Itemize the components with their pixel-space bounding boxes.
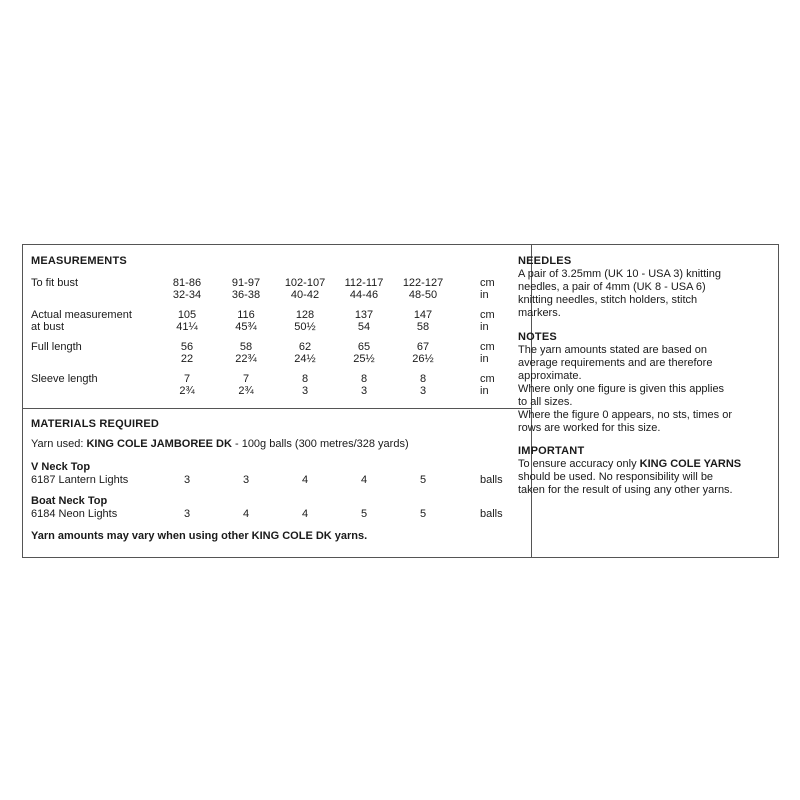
ball-count: 5 <box>360 508 368 520</box>
size-value: 56 <box>180 341 194 353</box>
notes-line: rows are worked for this size. <box>518 422 661 434</box>
needles-line: markers. <box>518 307 561 319</box>
size-value: 25½ <box>353 353 375 365</box>
size-value: 3 <box>419 385 427 397</box>
notes-line: Where the figure 0 appears, no sts, times or <box>518 409 732 421</box>
size-value: 112-117 <box>344 277 384 289</box>
unit-label: cm <box>480 373 495 385</box>
needles-line: needles, a pair of 4mm (UK 8 - USA 6) <box>518 281 706 293</box>
section-divider <box>23 408 531 409</box>
row-label: at bust <box>31 321 65 333</box>
shade-label: 6184 Neon Lights <box>31 508 118 520</box>
size-value: 62 <box>298 341 312 353</box>
notes-title: NOTES <box>518 331 557 343</box>
size-value: 7 <box>242 373 250 385</box>
notes-line: The yarn amounts stated are based on <box>518 344 707 356</box>
important-line <box>518 458 750 471</box>
size-value: 81-86 <box>172 277 202 289</box>
size-value: 40-42 <box>290 289 320 301</box>
ball-count: 3 <box>242 474 250 486</box>
yarn-used-suffix: - 100g balls (300 metres/328 yards) <box>231 438 409 450</box>
size-value: 7 <box>183 373 191 385</box>
unit-label: cm <box>480 277 495 289</box>
size-value: 8 <box>419 373 427 385</box>
size-value: 26½ <box>412 353 434 365</box>
measurements-title: MEASUREMENTS <box>31 255 127 267</box>
garment-heading: V Neck Top <box>31 461 91 473</box>
size-value: 36-38 <box>231 289 261 301</box>
size-value: 24½ <box>294 353 316 365</box>
size-value: 44-46 <box>349 289 379 301</box>
size-value: 91-97 <box>231 277 261 289</box>
needles-title: NEEDLES <box>518 255 572 267</box>
size-value: 41¼ <box>176 321 198 333</box>
size-value: 128 <box>295 309 315 321</box>
ball-count: 5 <box>419 508 427 520</box>
size-value: 58 <box>239 341 253 353</box>
brand-name: KING COLE YARNS <box>639 458 742 470</box>
size-value: 147 <box>413 309 433 321</box>
size-value: 102-107 <box>284 277 326 289</box>
row-label: To fit bust <box>31 277 79 289</box>
size-value: 2¾ <box>179 385 195 397</box>
yarn-name: KING COLE JAMBOREE DK <box>86 438 232 450</box>
size-value: 50½ <box>294 321 316 333</box>
size-value: 8 <box>360 373 368 385</box>
ball-count: 4 <box>242 508 250 520</box>
size-value: 3 <box>360 385 368 397</box>
important-prefix: To ensure accuracy only <box>518 458 640 470</box>
ball-count: 4 <box>360 474 368 486</box>
size-value: 45¾ <box>235 321 257 333</box>
size-value: 54 <box>357 321 371 333</box>
size-value: 48-50 <box>408 289 438 301</box>
notes-section <box>518 331 750 435</box>
important-title: IMPORTANT <box>518 445 585 457</box>
unit-label: in <box>480 385 489 397</box>
notes-line: approximate. <box>518 370 582 382</box>
important-line: should be used. No responsibility will be <box>518 471 714 483</box>
unit-label: cm <box>480 341 495 353</box>
size-value: 116 <box>237 309 255 321</box>
size-value: 58 <box>416 321 430 333</box>
yarn-footnote: Yarn amounts may vary when using other KING COLE DK yarns. <box>31 530 368 542</box>
unit-label: in <box>480 321 489 333</box>
needles-line: knitting needles, stitch holders, stitch <box>518 294 698 306</box>
ball-count: 3 <box>183 474 191 486</box>
size-value: 105 <box>177 309 197 321</box>
ball-count: 5 <box>419 474 427 486</box>
needles-section <box>518 255 750 320</box>
balls-unit: balls <box>480 474 503 486</box>
notes-line: Where only one figure is given this applies <box>518 383 725 395</box>
row-label: Sleeve length <box>31 373 98 385</box>
size-value: 65 <box>357 341 371 353</box>
size-value: 137 <box>354 309 374 321</box>
notes-line: to all sizes. <box>518 396 573 408</box>
ball-count: 4 <box>301 508 309 520</box>
row-label: Full length <box>31 341 82 353</box>
notes-line: average requirements and are therefore <box>518 357 713 369</box>
size-value: 22 <box>180 353 194 365</box>
important-line: taken for the result of using any other yarns. <box>518 484 733 496</box>
size-value: 8 <box>301 373 309 385</box>
ball-count: 4 <box>301 474 309 486</box>
shade-label: 6187 Lantern Lights <box>31 474 129 486</box>
important-section <box>518 445 750 497</box>
yarn-used-prefix: Yarn used: <box>31 438 87 450</box>
unit-label: in <box>480 289 489 301</box>
size-value: 3 <box>301 385 309 397</box>
unit-label: in <box>480 353 489 365</box>
row-label: Actual measurement <box>31 309 132 321</box>
unit-label: cm <box>480 309 495 321</box>
yarn-used-line <box>31 438 409 450</box>
size-value: 22¾ <box>235 353 257 365</box>
size-value: 67 <box>416 341 430 353</box>
size-value: 32-34 <box>172 289 202 301</box>
ball-count: 3 <box>183 508 191 520</box>
balls-unit: balls <box>480 508 503 520</box>
materials-title: MATERIALS REQUIRED <box>31 418 160 430</box>
size-value: 2¾ <box>238 385 254 397</box>
needles-line: A pair of 3.25mm (UK 10 - USA 3) knitting <box>518 268 721 280</box>
garment-heading: Boat Neck Top <box>31 495 108 507</box>
size-value: 122-127 <box>402 277 444 289</box>
